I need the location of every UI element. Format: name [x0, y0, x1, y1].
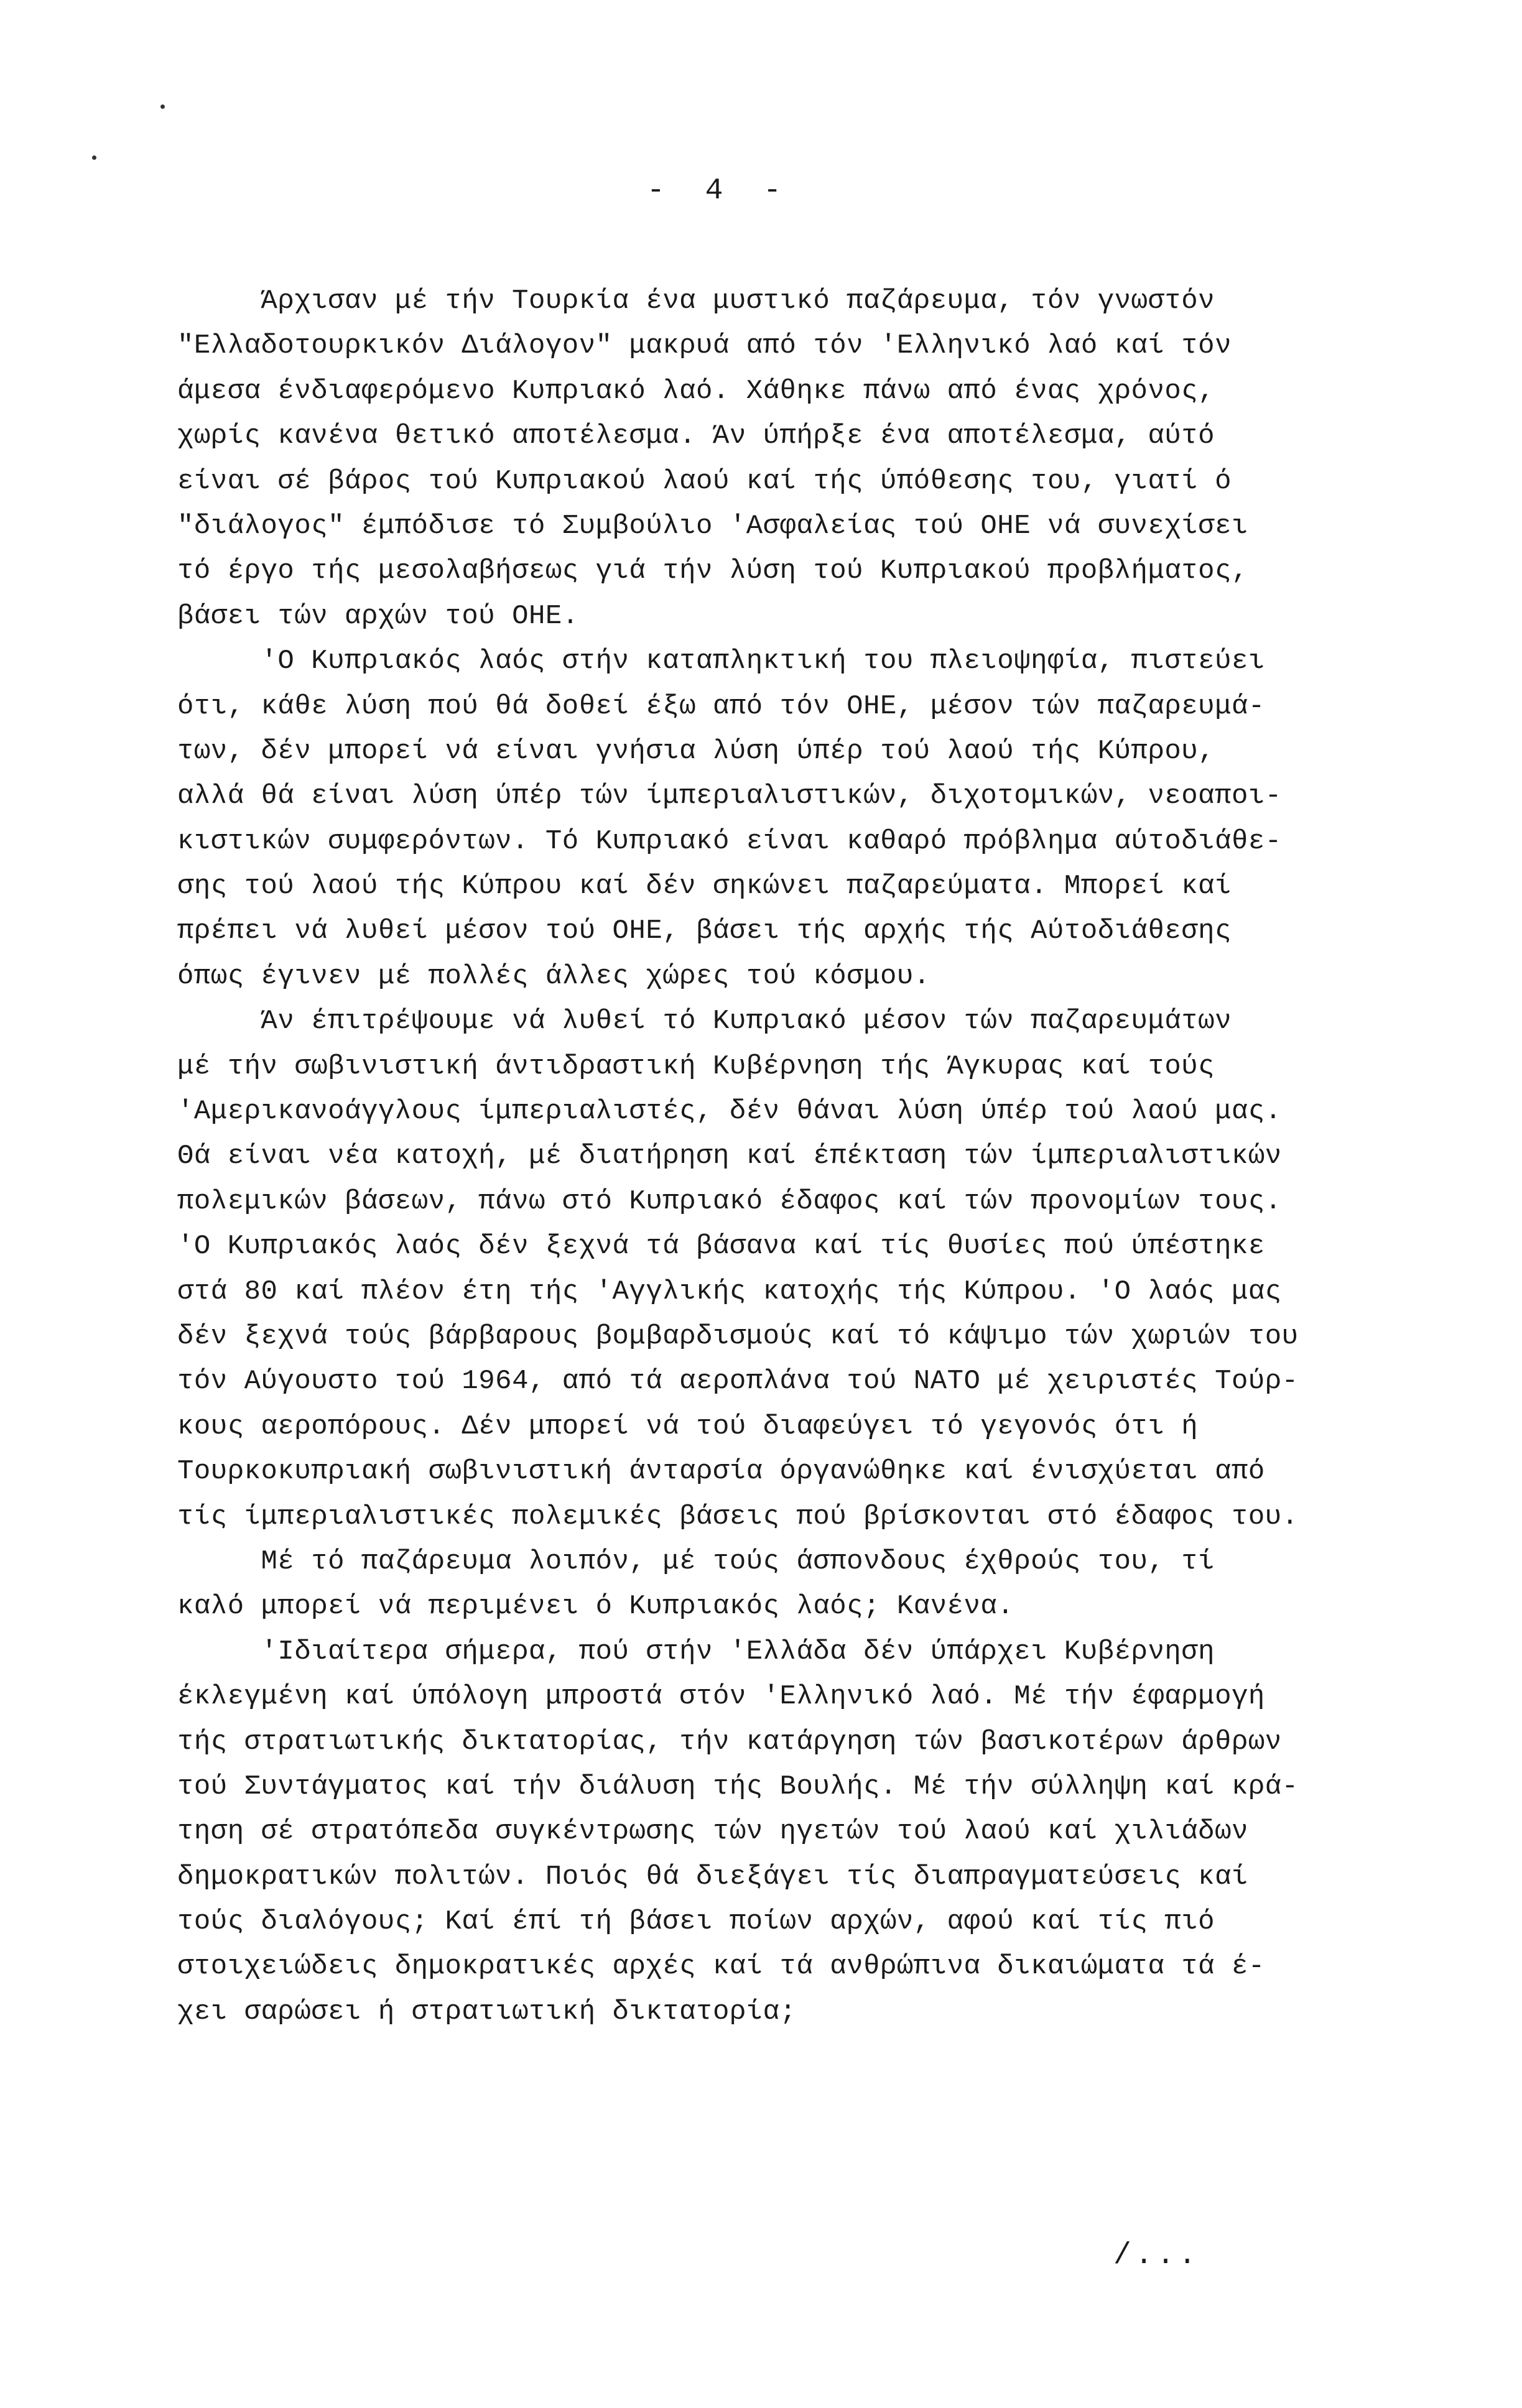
text-line: 'Ιδιαίτερα σήμερα, πού στήν 'Ελλάδα δέν ύπάρχει Κυβέρνηση: [177, 1636, 1215, 1667]
text-line: σης τού λαού τής Κύπρου καί δέν σηκώνει παζαρεύματα. Μπορεί καί: [177, 871, 1232, 902]
body-text: [177, 279, 1471, 2034]
page-number: - 4 -: [647, 174, 793, 208]
text-line: "Ελλαδοτουρκικόν Διάλογον" μακρυά από τόν 'Ελληνικό λαό καί τόν: [177, 330, 1232, 362]
text-line: βάσει τών αρχών τού ΟΗΕ.: [177, 600, 579, 632]
scan-speck: [160, 104, 165, 109]
text-line: τούς διαλόγους; Καί έπί τή βάσει ποίων αρχών, αφού καί τίς πιό: [177, 1906, 1215, 1938]
text-line: Μέ τό παζάρευμα λοιπόν, μέ τούς άσπονδους έχθρούς του, τί: [177, 1545, 1215, 1577]
text-line: 'Αμερικανοάγγλους ίμπεριαλιστές, δέν θάναι λύση ύπέρ τού λαού μας.: [177, 1096, 1282, 1128]
text-line: πρέπει νά λυθεί μέσον τού ΟΗΕ, βάσει τής αρχής τής Αύτοδιάθεσης: [177, 915, 1232, 947]
text-line: όπως έγινεν μέ πολλές άλλες χώρες τού κόσμου.: [177, 960, 930, 992]
text-line: είναι σέ βάρος τού Κυπριακού λαού καί τής ύπόθεσης του, γιατί ό: [177, 465, 1232, 497]
text-line: μέ τήν σωβινιστική άντιδραστική Κυβέρνηση τής Άγκυρας καί τούς: [177, 1050, 1215, 1082]
text-line: κους αεροπόρους. Δέν μπορεί νά τού διαφεύγει τό γεγονός ότι ή: [177, 1410, 1199, 1442]
text-line: ότι, κάθε λύση πού θά δοθεί έξω από τόν ΟΗΕ, μέσον τών παζαρευμά-: [177, 690, 1265, 722]
text-line: 'Ο Κυπριακός λαός στήν καταπληκτική του πλειοψηφία, πιστεύει: [177, 646, 1265, 677]
text-line: Άν έπιτρέψουμε νά λυθεί τό Κυπριακό μέσον τών παζαρευμάτων: [177, 1006, 1232, 1037]
text-line: Θά είναι νέα κατοχή, μέ διατήρηση καί έπέκταση τών ίμπεριαλιστικών: [177, 1141, 1282, 1172]
text-line: καλό μπορεί νά περιμένει ό Κυπριακός λαός; Κανένα.: [177, 1591, 1014, 1623]
text-line: στοιχειώδεις δημοκρατικές αρχές καί τά ανθρώπινα δικαιώματα τά έ-: [177, 1951, 1265, 1983]
text-line: στά 80 καί πλέον έτη τής 'Αγγλικής κατοχής τής Κύπρου. 'Ο λαός μας: [177, 1276, 1282, 1307]
text-line: κιστικών συμφερόντων. Τό Κυπριακό είναι καθαρό πρόβλημα αύτοδιάθε-: [177, 825, 1282, 857]
text-line: αλλά θά είναι λύση ύπέρ τών ίμπεριαλιστικών, διχοτομικών, νεοαποι-: [177, 780, 1282, 812]
scan-speck: [92, 155, 96, 160]
text-line: δημοκρατικών πολιτών. Ποιός θά διεξάγει τίς διαπραγματεύσεις καί: [177, 1861, 1248, 1892]
text-line: τόν Αύγουστο τού 1964, από τά αεροπλάνα τού ΝΑΤΟ μέ χειριστές Τούρ-: [177, 1366, 1299, 1397]
text-line: χει σαρώσει ή στρατιωτική δικτατορία;: [177, 1996, 797, 2027]
continuation-mark: /...: [1113, 2239, 1200, 2272]
text-line: τηση σέ στρατόπεδα συγκέντρωσης τών ηγετών τού λαού καί χιλιάδων: [177, 1816, 1248, 1848]
text-line: "διάλογος" έμπόδισε τό Συμβούλιο 'Ασφαλείας τού ΟΗΕ νά συνεχίσει: [177, 510, 1248, 542]
text-line: 'Ο Κυπριακός λαός δέν ξεχνά τά βάσανα καί τίς θυσίες πού ύπέστηκε: [177, 1231, 1265, 1262]
text-line: άμεσα ένδιαφερόμενο Κυπριακό λαό. Χάθηκε πάνω από ένας χρόνος,: [177, 375, 1215, 407]
text-line: τό έργο τής μεσολαβήσεως γιά τήν λύση τού Κυπριακού προβλήματος,: [177, 555, 1248, 587]
text-line: πολεμικών βάσεων, πάνω στό Κυπριακό έδαφος καί τών προνομίων τους.: [177, 1185, 1282, 1217]
text-line: των, δέν μπορεί νά είναι γνήσια λύση ύπέρ τού λαού τής Κύπρου,: [177, 735, 1215, 767]
text-line: Τουρκοκυπριακή σωβινιστική άνταρσία όργανώθηκε καί ένισχύεται από: [177, 1456, 1265, 1488]
text-line: Άρχισαν μέ τήν Τουρκία ένα μυστικό παζάρευμα, τόν γνωστόν: [177, 285, 1215, 317]
text-line: τού Συντάγματος καί τήν διάλυση τής Βουλής. Μέ τήν σύλληψη καί κρά-: [177, 1771, 1299, 1802]
text-line: τής στρατιωτικής δικτατορίας, τήν κατάργηση τών βασικοτέρων άρθρων: [177, 1726, 1282, 1757]
text-line: έκλεγμένη καί ύπόλογη μπροστά στόν 'Ελληνικό λαό. Μέ τήν έφαρμογή: [177, 1681, 1265, 1713]
text-line: δέν ξεχνά τούς βάρβαρους βομβαρδισμούς καί τό κάψιμο τών χωριών του: [177, 1320, 1299, 1352]
text-line: τίς ίμπεριαλιστικές πολεμικές βάσεις πού βρίσκονται στό έδαφος του.: [177, 1501, 1299, 1532]
text-line: χωρίς κανένα θετικό αποτέλεσμα. Άν ύπήρξε ένα αποτέλεσμα, αύτό: [177, 420, 1215, 452]
